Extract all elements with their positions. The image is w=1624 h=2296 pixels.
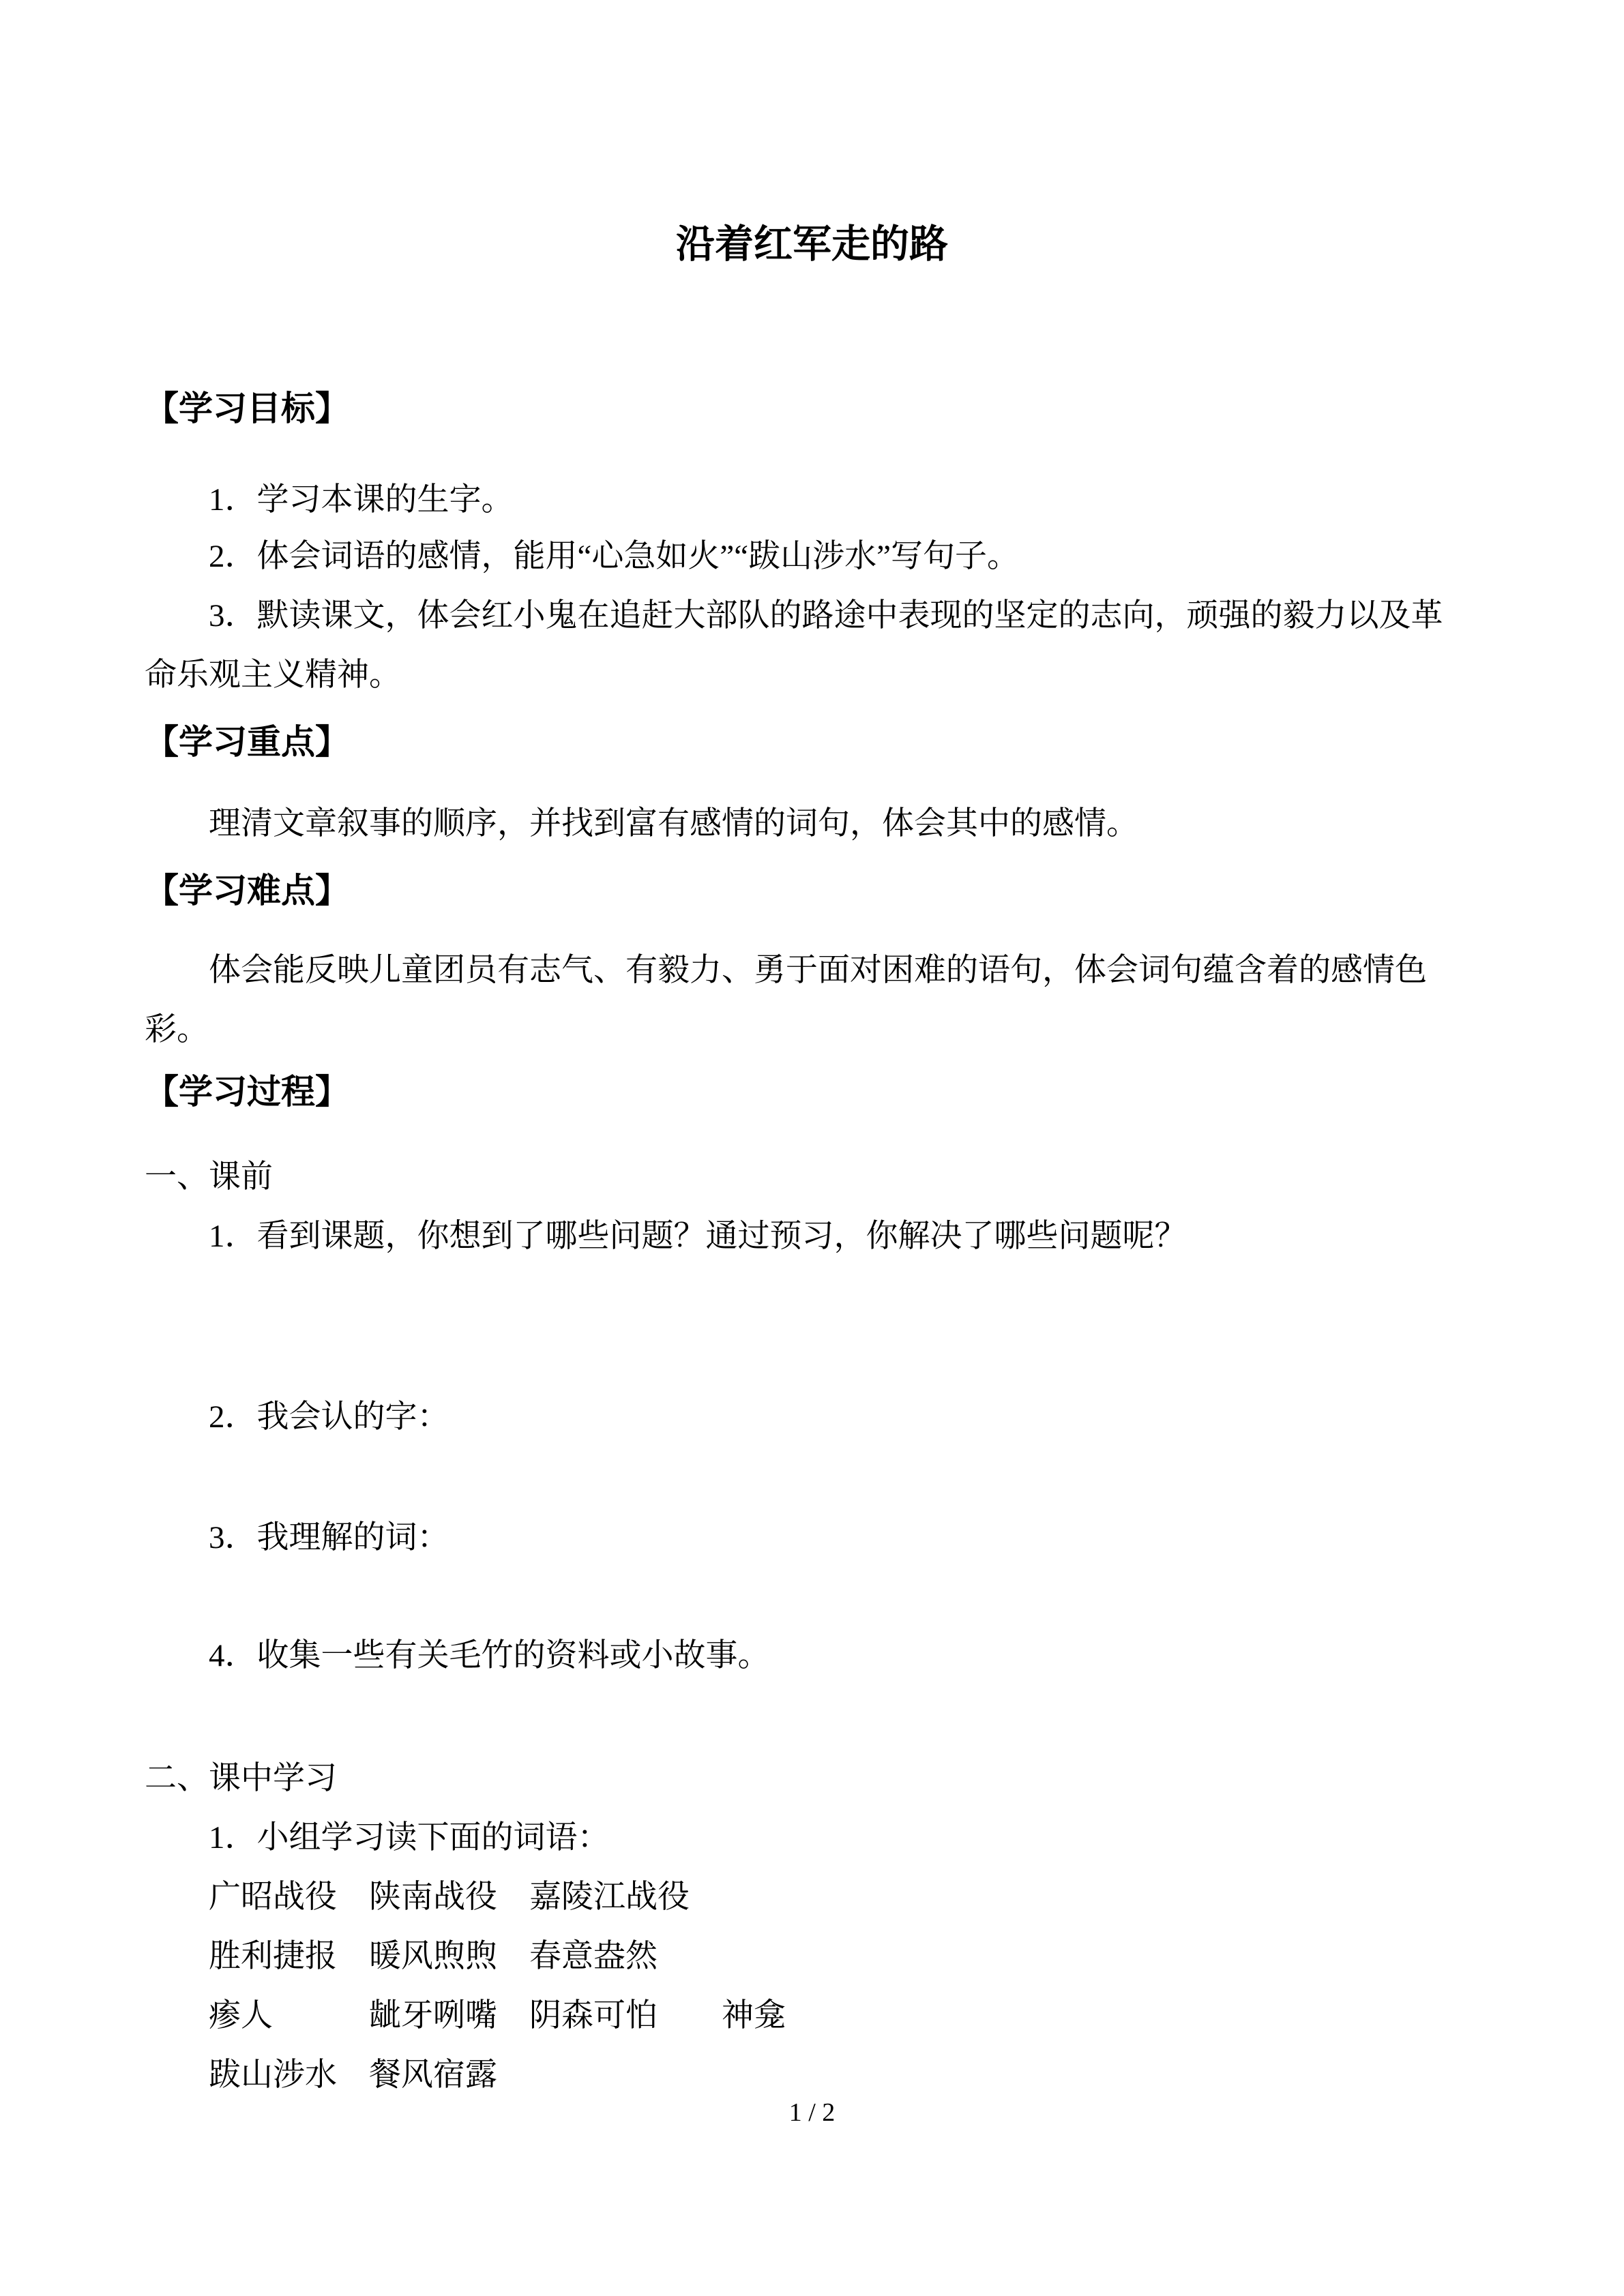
section-heading-key-point: 【学习重点】 (145, 723, 349, 761)
in-class-item-1: 1．小组学习读下面的词语： (209, 1820, 610, 1855)
section-heading-process: 【学习过程】 (145, 1073, 349, 1111)
objectives-item-3-line-2: 命乐观主义精神。 (145, 657, 401, 693)
document-title: 沿着红军走的路 (676, 223, 948, 266)
page-number: 1 / 2 (788, 2098, 836, 2127)
difficulty-line-2: 彩。 (145, 1012, 209, 1047)
pre-class-item-2: 2．我会认的字： (209, 1399, 449, 1435)
word-row-3: 瘆人 龇牙咧嘴 阴森可怕 神龛 (209, 1998, 786, 2033)
key-point-text: 理清文章叙事的顺序，并找到富有感情的词句，体会其中的感情。 (209, 806, 1138, 841)
in-class-label: 二、课中学习 (145, 1761, 337, 1796)
section-heading-difficulty: 【学习难点】 (145, 871, 349, 910)
pre-class-item-1: 1．看到课题，你想到了哪些问题？通过预习，你解决了哪些问题呢？ (209, 1219, 1187, 1254)
word-row-4: 跋山涉水 餐风宿露 (209, 2057, 497, 2093)
pre-class-item-4: 4．收集一些有关毛竹的资料或小故事。 (209, 1638, 770, 1673)
pre-class-label: 一、课前 (145, 1159, 273, 1195)
word-row-1: 广昭战役 陕南战役 嘉陵江战役 (209, 1879, 690, 1915)
section-heading-objectives: 【学习目标】 (145, 389, 349, 428)
pre-class-item-3: 3．我理解的词： (209, 1520, 449, 1555)
objectives-item-2: 2．体会词语的感情，能用“心急如火”“跋山涉水”写句子。 (209, 539, 1019, 574)
word-row-2: 胜利捷报 暖风煦煦 春意盎然 (209, 1939, 658, 1974)
difficulty-line-1: 体会能反映儿童团员有志气、有毅力、勇于面对困难的语句，体会词句蕴含着的感情色 (209, 953, 1427, 988)
objectives-item-3-line-1: 3．默读课文，体会红小鬼在追赶大部队的路途中表现的坚定的志向，顽强的毅力以及革 (209, 598, 1443, 633)
objectives-item-1: 1．学习本课的生字。 (209, 482, 514, 518)
